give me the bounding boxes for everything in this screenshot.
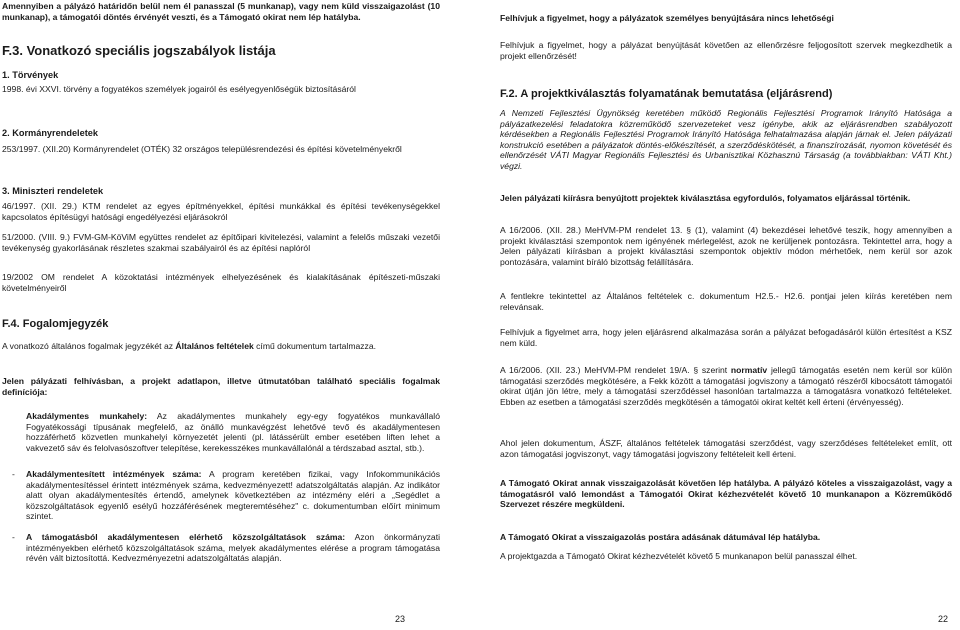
section-title-f2: F.2. A projektkiválasztás folyamatának bemutatása (eljárásrend): [500, 88, 833, 100]
heading-gov-decrees: 2. Kormányrendeletek: [2, 128, 98, 138]
decree-13-paragraph: A 16/2006. (XII. 28.) MeHVM-PM rendelet 13. § (1), valamint (4) bekezdései lehetővé teszik, hogy amennyiben a projekt kiválasztási szempontok nem igényének mérlegelést, azok ne kerüljenek pontozásra. Tekintettel arra, hogy a Jelen pályázati kiírásban a projekt kiválasztási szempontok objektív módon mérhetőek, nem kerül sor azok pontozására, valamint bíráló bizottság felállítására.: [500, 225, 952, 267]
laws-text: 1998. évi XXVI. törvény a fogyatékos személyek jogairól és esélyegyenlőségük biztosításáról: [2, 84, 356, 94]
heading-ministerial-decrees: 3. Miniszteri rendeletek: [2, 186, 104, 196]
heading-laws: 1. Törvények: [2, 70, 59, 80]
notice-inspection: Felhívjuk a figyelmet, hogy a pályázat benyújtását követően az ellenőrzésre feljogosított szervek megkezdhetik a projekt ellenőrzését!: [500, 40, 952, 61]
definition-accessible-workplace: Akadálymentes munkahely: Az akadálymentes munkahely egy-egy fogyatékos munkavállaló Fogyatékossági típusának megfelelő, az önálló munkavégzést lehetővé tevő és akadálymentesen hozzáférhető közvetlen munkahelyi környezetét jelenti (pl. látássérült ember esetében liften lehet a vakvezető sáv és felolvasószoftver telepítése, kerekesszékes munkavállalónál a térdszabad asztal, stb.).: [26, 411, 440, 453]
notice-acceptance: Felhívjuk a figyelmet arra, hogy jelen eljárásrend alkalmazása során a pályázat befogadásáról külön értesítést a KSZ nem küld.: [500, 327, 952, 348]
section-title-f3: F.3. Vonatkozó speciális jogszabályok listája: [2, 43, 276, 58]
page-number-right: 22: [938, 614, 949, 624]
general-conditions-note: A fentlekre tekintettel az Általános feltételek c. dokumentum H2.5.- H2.6. pontjai jelen kiírás keretében nem relevánsak.: [500, 291, 952, 312]
intro-paragraph: Amennyiben a pályázó határidőn belül nem él panasszal (5 munkanap), vagy nem küld visszaigazolást (10 munkanap), a támogatói döntés érvényét veszti, és a Támogató okirat nem lép hatályba.: [2, 1, 440, 22]
glossary-special-intro: Jelen pályázati felhívásban, a projekt adatlapon, illetve útmutatóban található speciális fogalmak definíciója:: [2, 376, 440, 397]
support-deed-effect: A Támogató Okirat annak visszaigazolását követően lép hatályba. A pályázó köteles a visszaigazolást, vagy a támogatásról való lemondást a Támogatói Okirat kézhezvételét követő 10 munkanapon a Közreműködő Szervezet részére megküldeni.: [500, 478, 952, 510]
complaint-note: A projektgazda a Támogató Okirat kézhezvételét követő 5 munkanapon belül panasszal élhet.: [500, 551, 858, 561]
notice-personal-submission: Felhívjuk a figyelmet, hogy a pályázatok személyes benyújtására nincs lehetőségi: [500, 13, 834, 23]
ministerial-decree-1: 46/1997. (XII. 29.) KTM rendelet az egyes építményekkel, építési munkákkal és építési tevékenységekkel kapcsolatos építésügyi hatósági engedélyezési eljárásokról: [2, 201, 440, 222]
ministerial-decree-2: 51/2000. (VIII. 9.) FVM-GM-KöViM együttes rendelet az építőipari kivitelezési, valamint a felelős műszaki vezetői tevékenység gyakorlásának részletes szakmai szabályairól és az építési naplóról: [2, 232, 440, 253]
ministerial-decree-3: 19/2002 OM rendelet A közoktatási intézmények elhelyezésének és kialakításának építészeti-műszaki követelményeiről: [2, 272, 440, 293]
selection-process: Jelen pályázati kiírásra benyújtott projektek kiválasztása egyfordulós, folyamatos eljárással történik.: [500, 193, 911, 203]
support-deed-effect-date: A Támogató Okirat a visszaigazolás postára adásának dátumával lép hatályba.: [500, 532, 821, 542]
procedure-description: A Nemzeti Fejlesztési Ügynökség keretében működő Regionális Fejlesztési Programok Irányító Hatósága a pályázatkezelési feladatokra közreműködő szervezeteket vesz igénybe, akik az eljárásrendben szabályozott kérdésekben a Regionális Fejlesztési Programok Irányító Hatósága felhatalmazása alapján járnak el. Jelen pályázati konstrukció esetében a pályázatok döntés-előkészítését, a szerződéskötését, a finanszírozását, nyomon követését és ellenőrzését VÁTI Magyar Regionális Fejlesztési és Urbanisztikai Közhasznú Társaság (a továbbiakban: VÁTI Kht.) végzi.: [500, 108, 952, 171]
normative-support-paragraph: A 16/2006. (XII. 23.) MeHVM-PM rendelet 19/A. § szerint normatív jellegű támogatás esetén nem kerül sor külön támogatási szerződés megkötésére, a Fekk között a támogatási jogviszony a támogató részéről kibocsátott támogatói okirat útján jön létre, mely a támogatási szerződéssel hasonlóan tartalmazza a támogatásra vonatkozó feltételeket. Ebben az esetben a támogatási szerződés megkötésén a támogatói okirat keltét kell érteni (érvényesség).: [500, 365, 952, 407]
aszf-reference: Ahol jelen dokumentum, ÁSZF, általános feltételek támogatási szerződést, vagy szerződéses feltételeket említ, ott azon támogatási jogviszonyt, vagy támogatási jogviszony feltételeit kell érteni.: [500, 438, 952, 459]
section-title-f4: F.4. Fogalomjegyzék: [2, 318, 109, 330]
definition-accessible-institutions: - Akadálymentesített intézmények száma: A program keretében fizikai, vagy Infokommunikációs akadálymentesítéssel érintett intézmények száma, kedvezményezett! adatszolgáltatás alapján. Az indikátor alatt olyan akadálymentesítés értendő, amelynek következtében az intézmény eléri a „Segédlet a közszolgáltatások egyenlő esélyű hozzáférésének megteremtéséhez" c. dokumentumban előírt minimum szintet.: [12, 469, 440, 522]
definition-accessible-services: - A támogatásból akadálymentesen elérhető közszolgáltatások száma: Azon önkormányzati intézményekben elérhető közszolgáltatások száma, melyek akadálymentes elérése a program támogatása révén vált biztosítottá. Kedvezményezetni adatszolgáltatás alapján.: [12, 532, 440, 564]
page-number-left: 23: [395, 614, 406, 624]
gov-decrees-text: 253/1997. (XII.20) Kormányrendelet (OTÉK) 32 országos településrendezési és építési követelményekről: [2, 144, 402, 154]
glossary-intro: A vonatkozó általános fogalmak jegyzékét az Általános feltételek című dokumentum tartalmazza.: [2, 341, 377, 351]
